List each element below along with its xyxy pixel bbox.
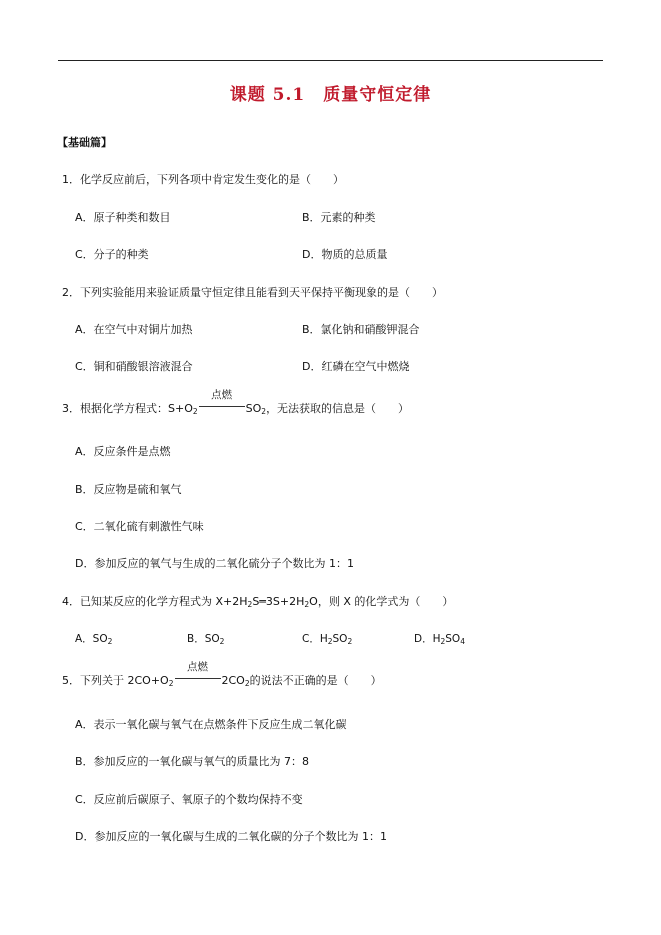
question-5-option-b: B．参加反应的一氧化碳与氧气的质量比为 7：8 bbox=[75, 755, 310, 768]
question-1-stem: 1．化学反应前后，下列各项中肯定发生变化的是（ ） bbox=[62, 173, 344, 186]
section-heading: 【基础篇】 bbox=[57, 136, 112, 149]
question-4-sub-2: 2 bbox=[304, 600, 310, 609]
page-title: 课题 5.1 质量守恒定律 bbox=[229, 85, 432, 105]
question-4-text-2: S═3S+2H bbox=[252, 595, 305, 608]
question-4-option-a: A．$SO_2$ bbox=[75, 633, 113, 646]
question-4-option-b: B．$SO_2$ bbox=[187, 633, 225, 646]
question-4-text-3: O，则 X 的化学式为（ ） bbox=[309, 595, 454, 608]
question-2-option-a: A．在空气中对铜片加热 bbox=[75, 323, 193, 336]
question-1-option-d: D．物质的总质量 bbox=[302, 248, 388, 261]
question-2-option-c: C．铜和硝酸银溶液混合 bbox=[75, 360, 193, 373]
equation-1 bbox=[168, 389, 267, 416]
question-1-option-c: C．分子的种类 bbox=[75, 248, 149, 261]
question-3-prefix: 3．根据化学方程式： bbox=[62, 402, 168, 415]
question-4-stem bbox=[62, 593, 453, 609]
question-4-sub-1: 2 bbox=[247, 600, 253, 609]
question-3-option-a: A．反应条件是点燃 bbox=[75, 445, 171, 458]
question-5-text-2: 2CO bbox=[221, 674, 245, 687]
question-5-option-a: A．表示一氧化碳与氧气在点燃条件下反应生成二氧化碳 bbox=[75, 718, 347, 731]
equation-1-left-sub: 2 bbox=[192, 407, 198, 416]
question-3-option-b: B．反应物是硫和氧气 bbox=[75, 483, 182, 496]
reaction-arrow bbox=[199, 389, 245, 412]
question-1-option-a: A．原子种类和数目 bbox=[75, 211, 171, 224]
question-2-option-b: B．氯化钠和硝酸钾混合 bbox=[302, 323, 420, 336]
question-4-option-d: D．$H_2SO_4$ bbox=[414, 633, 465, 646]
question-4-text-1: 4．已知某反应的化学方程式为 X+2H bbox=[62, 595, 248, 608]
equation-1-right: SO bbox=[245, 402, 262, 415]
question-1-option-b: B．元素的种类 bbox=[302, 211, 376, 224]
question-5-option-c: C．反应前后碳原子、氧原子的个数均保持不变 bbox=[75, 793, 303, 806]
question-2-stem: 2．下列实验能用来验证质量守恒定律且能看到天平保持平衡现象的是（ ） bbox=[62, 286, 443, 299]
question-5-text-3: 的说法不正确的是（ ） bbox=[249, 674, 382, 687]
reaction-condition-2: 点燃 bbox=[187, 661, 208, 673]
question-5-stem bbox=[62, 661, 382, 688]
reaction-arrow-2 bbox=[175, 661, 221, 684]
equation-1-right-sub: 2 bbox=[261, 407, 267, 416]
reaction-condition: 点燃 bbox=[211, 389, 233, 401]
equation-1-left: S+O bbox=[168, 402, 193, 415]
question-4-option-c: C．$H_2SO_2$ bbox=[302, 633, 353, 646]
question-3-option-c: C．二氧化硫有刺激性气味 bbox=[75, 520, 204, 533]
question-3-option-d: D．参加反应的氧气与生成的二氧化硫分子个数比为 1：1 bbox=[75, 557, 354, 570]
question-5-sub-2: 2 bbox=[244, 679, 250, 688]
question-5-sub-1: 2 bbox=[168, 679, 174, 688]
question-2-option-d: D．红磷在空气中燃烧 bbox=[302, 360, 410, 373]
top-rule bbox=[58, 60, 603, 61]
question-5-option-d: D．参加反应的一氧化碳与生成的二氧化碳的分子个数比为 1：1 bbox=[75, 830, 387, 843]
question-5-text-1: 5．下列关于 2CO+O bbox=[62, 674, 169, 687]
question-3-suffix: ，无法获取的信息是（ ） bbox=[266, 402, 410, 415]
question-3-stem bbox=[62, 389, 410, 416]
